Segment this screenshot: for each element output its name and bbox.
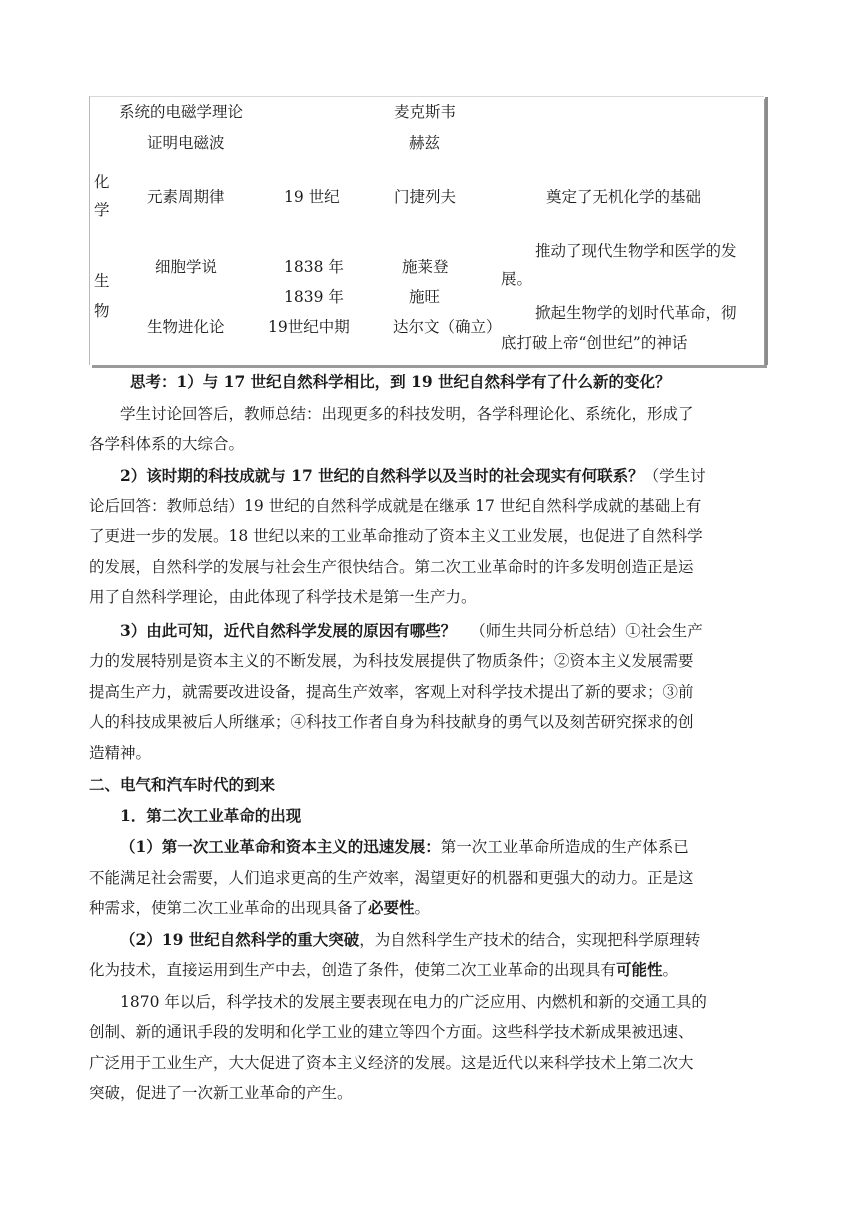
subsection-heading: 1．第二次工业革命的出现 xyxy=(120,806,302,825)
science-achievements-table xyxy=(89,96,764,365)
answer-1-line: 学生讨论回答后，教师总结：出现更多的科技发明，各学科理论化、系统化，形成了 xyxy=(120,405,694,423)
table-cell-time: 1838 年 xyxy=(284,258,344,276)
answer-3-line: 人的科技成果被后人所继承；④科技工作者自身为科技献身的勇气以及刻苦研究探求的创 xyxy=(89,713,694,731)
question-2-note: （学生讨 xyxy=(643,467,706,485)
answer-3-line: 力的发展特别是资本主义的不断发展，为科技发展提供了物质条件；②资本主义发展需要 xyxy=(89,652,694,670)
answer-3-line: 提高生产力，就需要改进设备，提高生产效率，客观上对科学技术提出了新的要求；③前 xyxy=(89,683,694,701)
paragraph-2-text: 。 xyxy=(662,961,679,979)
category-chemistry-char: 化 xyxy=(94,173,110,191)
table-cell-impact: 底打破上帝“创世纪”的神话 xyxy=(501,334,688,352)
table-cell-impact: 掀起生物学的划时代革命，彻 xyxy=(535,304,737,322)
table-cell-person: 施旺 xyxy=(409,288,441,306)
paragraph-2-text: ，为自然科学生产技术的结合，实现把科学原理转 xyxy=(359,931,701,949)
table-cell-achievement: 生物进化论 xyxy=(147,318,225,336)
question-3: 3）由此可知，近代自然科学发展的原因有哪些？ xyxy=(120,621,457,640)
category-biology-char: 物 xyxy=(94,302,110,320)
table-cell-person: 赫兹 xyxy=(409,134,441,152)
table-cell-achievement: 细胞学说 xyxy=(155,258,218,276)
question-3-note: （师生共同分析总结）①社会生产 xyxy=(470,622,703,640)
table-cell-person: 达尔文（确立） xyxy=(393,318,502,336)
answer-3-line: 造精神。 xyxy=(89,744,152,762)
paragraph-2-lead: （2）19 世纪自然科学的重大突破 xyxy=(120,930,360,949)
paragraph-3-line: 1870 年以后，科学技术的发展主要表现在电力的广泛应用、内燃机和新的交通工具的 xyxy=(120,993,707,1011)
paragraph-1-line: 不能满足社会需要，人们追求更高的生产效率，渴望更好的机器和更强大的动力。正是这 xyxy=(89,869,694,887)
paragraph-3-line: 突破，促进了一次新工业革命的产生。 xyxy=(89,1084,353,1102)
table-cell-impact: 展。 xyxy=(501,270,533,288)
table-cell-achievement: 证明电磁波 xyxy=(147,134,225,152)
category-biology-char: 生 xyxy=(94,272,110,290)
paragraph-1-line xyxy=(120,836,689,858)
question-3-line xyxy=(120,620,703,642)
paragraph-1-text: 第一次工业革命所造成的生产体系已 xyxy=(440,838,689,856)
paragraph-1-text: 种需求，使第二次工业革命的出现具备了 xyxy=(89,899,369,917)
paragraph-1-lead: （1）第一次工业革命和资本主义的迅速发展： xyxy=(120,837,441,856)
answer-2-line: 的发展，自然科学的发展与社会生产很快结合。第二次工业革命时的许多发明创造正是运 xyxy=(89,558,694,576)
question-1: 思考：1）与 17 世纪自然科学相比，到 19 世纪自然科学有了什么新的变化？ xyxy=(130,372,671,391)
question-2-line xyxy=(120,465,706,487)
table-cell-person: 施莱登 xyxy=(402,258,449,276)
paragraph-1-line xyxy=(89,897,430,919)
table-cell-time: 19 世纪 xyxy=(284,188,340,206)
keyword-necessity: 必要性 xyxy=(368,898,415,917)
keyword-possibility: 可能性 xyxy=(616,960,663,979)
table-cell-person: 麦克斯韦 xyxy=(394,103,457,121)
answer-2-line: 论后回答：教师总结）19 世纪的自然科学成就是在继承 17 世纪自然科学成就的基础上有 xyxy=(89,497,702,515)
table-cell-person: 门捷列夫 xyxy=(394,188,457,206)
category-chemistry-char: 学 xyxy=(94,201,110,219)
paragraph-2-line xyxy=(120,929,700,951)
paragraph-1-text: 。 xyxy=(414,899,431,917)
answer-1-line: 各学科体系的大综合。 xyxy=(89,435,245,453)
table-cell-impact: 奠定了无机化学的基础 xyxy=(546,188,702,206)
paragraph-3-line: 创制、新的通讯手段的发明和化学工业的建立等四个方面。这些科学技术新成果被迅速、 xyxy=(89,1023,694,1041)
paragraph-2-text: 化为技术，直接运用到生产中去，创造了条件，使第二次工业革命的出现具有 xyxy=(89,961,617,979)
table-cell-time: 1839 年 xyxy=(284,288,344,306)
question-2: 2）该时期的科技成就与 17 世纪的自然科学以及当时的社会现实有何联系？ xyxy=(120,466,644,485)
table-cell-achievement: 元素周期律 xyxy=(147,188,225,206)
answer-2-line: 了更进一步的发展。18 世纪以来的工业革命推动了资本主义工业发展，也促进了自然科学 xyxy=(89,527,703,545)
table-cell-achievement: 系统的电磁学理论 xyxy=(119,103,244,121)
paragraph-3-line: 广泛用于工业生产，大大促进了资本主义经济的发展。这是近代以来科学技术上第二次大 xyxy=(89,1054,694,1072)
table-cell-impact: 推动了现代生物学和医学的发 xyxy=(535,242,737,260)
paragraph-2-line xyxy=(89,959,678,981)
section-heading: 二、电气和汽车时代的到来 xyxy=(89,775,276,794)
answer-2-line: 用了自然科学理论，由此体现了科学技术是第一生产力。 xyxy=(89,588,477,606)
table-cell-time: 19世纪中期 xyxy=(268,318,350,336)
